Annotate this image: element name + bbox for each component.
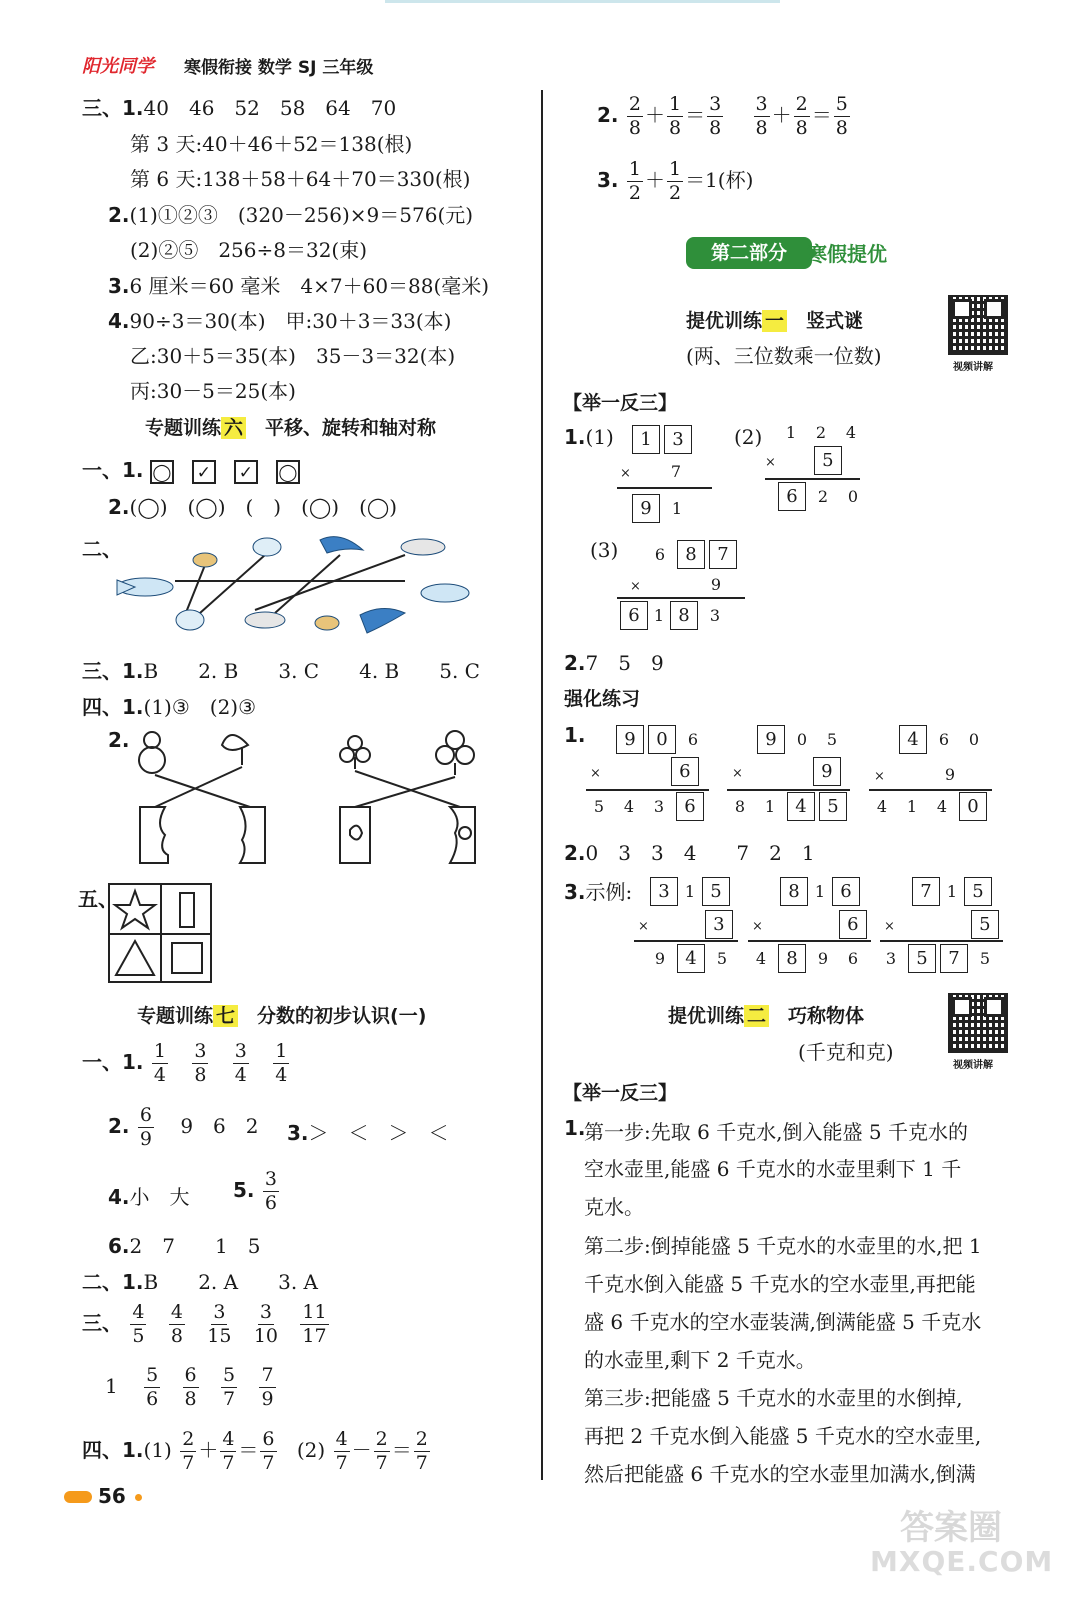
- watermark-text: 答案圈: [900, 1508, 1002, 1548]
- vertical-mult-1: 1 3: [630, 425, 694, 454]
- qh2-answer: 2.0 3 3 4 7 2 1: [564, 841, 815, 865]
- mult-result: 8 1 4 5: [725, 792, 849, 821]
- mult-row: × 9: [874, 765, 955, 784]
- answer-box: ◯: [150, 460, 174, 484]
- answer-line: 丙:30－5＝25(本): [130, 379, 296, 403]
- w-line: 然后把能盛 6 千克水的空水壶里加满水,倒满: [584, 1462, 976, 1486]
- w-line: 盛 6 千克水的空水壶装满,倒满能盛 5 千克水: [584, 1310, 982, 1334]
- w-line: 再把 2 千克水倒入能盛 5 千克水的空水壶里,: [584, 1424, 982, 1448]
- mult-row: × 6: [752, 910, 869, 939]
- mult-result: 3 5 7 5: [876, 944, 1000, 973]
- vertical-mult-qh3a: 3 1 5: [648, 877, 732, 906]
- mult-row: × 5: [765, 446, 844, 475]
- t7-q2: 2. $\frac{6}{9}$ 9 6 2: [108, 1104, 259, 1150]
- mult-rule: [765, 478, 860, 480]
- t6-q1: 一、1. ◯ ✓ ✓ ◯: [82, 454, 318, 484]
- tiyou1-title: 提优训练 一 竖式谜: [686, 310, 864, 332]
- qr-caption: 视频讲解: [953, 362, 993, 373]
- right-q2: 2. $\frac{2}{8}$ ＋ $\frac{1}{8}$ ＝ $\frac{3}{8}$ $\frac{3}{8}$ ＋ $\frac{2}{8}$ ＝ $\frac{5}{8}$: [597, 93, 848, 139]
- mult-rule: [617, 487, 712, 489]
- page-header-title: 寒假衔接 数学 SJ 三年级: [184, 58, 374, 78]
- qr-code[interactable]: [948, 993, 1008, 1053]
- t7-part3-row2: 1 $\frac{5}{6}$ $\frac{6}{8}$ $\frac{5}{7}$ $\frac{7}{9}$: [105, 1364, 274, 1410]
- t6-q3: 三、1.B 2. B 3. C 4. B 5. C: [82, 659, 480, 683]
- mult-result: 4 8 9 6: [746, 944, 868, 973]
- mult-row: × 5: [884, 910, 1001, 939]
- mult-rule: [880, 940, 1003, 942]
- topic-7-title: 专题训练 七 分数的初步认识(一): [137, 1005, 427, 1027]
- t6-q2-label: 二、: [82, 537, 122, 561]
- answer-line: 乙:30＋5＝35(本) 35－3＝32(本): [130, 344, 456, 368]
- q1-p2-label: (2): [734, 425, 763, 449]
- mult-row: × 7: [620, 462, 681, 481]
- part2-title: 寒假提优: [807, 242, 887, 266]
- vertical-mult-qh1c: 4 6 0: [897, 725, 989, 754]
- t7-q6: 6.2 7 1 5: [108, 1234, 261, 1258]
- topic-6-title: 专题训练 六 平移、旋转和轴对称: [145, 417, 437, 439]
- answer-box: ◯: [276, 460, 300, 484]
- mult-rule: [869, 789, 992, 791]
- mult-rule: [617, 597, 745, 599]
- section-qhlx: 强化练习: [564, 688, 641, 710]
- t6-q5-label: 五、: [78, 887, 118, 911]
- section-jyfs-2: 【举一反三】: [563, 1082, 678, 1104]
- answer-box: ✓: [192, 460, 216, 484]
- vertical-mult-qh1b: 9 0 5: [755, 725, 847, 754]
- answer-line: 第 3 天:40＋46＋52＝138(根): [130, 132, 413, 156]
- answer-3-4: 4.90÷3＝30(本) 甲:30＋3＝33(本): [108, 309, 452, 333]
- brand-logo: 阳光同学: [82, 56, 154, 77]
- page-number: 56: [98, 1484, 126, 1508]
- mult-result: 9 1: [630, 494, 692, 523]
- page-number-bar: [64, 1491, 92, 1503]
- t7-part2: 二、1.B 2. A 3. A: [82, 1270, 318, 1294]
- w-line: 第三步:把能盛 5 千克水的水壶里的水倒掉,: [584, 1386, 963, 1410]
- t7-q4: 4.小 大: [108, 1185, 190, 1209]
- q2-answer: 2.7 5 9: [564, 651, 664, 675]
- vertical-mult-qh3c: 7 1 5: [910, 877, 994, 906]
- q1-p3-label: (3): [590, 538, 619, 562]
- t7-part4: 四、1.(1) $\frac{2}{7}$ ＋ $\frac{4}{7}$ ＝ $\frac{6}{7}$ (2) $\frac{4}{7}$ － $\frac{2}{7}$ ＝ $\frac{2}{7}$: [82, 1428, 428, 1474]
- answer-line: (2)②⑤ 256÷8＝32(束): [130, 238, 368, 262]
- right-q3: 3. $\frac{1}{2}$ ＋ $\frac{1}{2}$ ＝1(杯): [597, 158, 754, 204]
- qr-code[interactable]: [948, 295, 1008, 355]
- mult-rule: [727, 789, 850, 791]
- mult-result: 5 4 3 6: [584, 792, 706, 821]
- mult-row: × 3: [638, 910, 735, 939]
- bird-matching-illustration: [105, 525, 475, 645]
- shape-grid-drawings: [110, 885, 210, 981]
- mult-result: 6 1 8 3: [618, 601, 730, 630]
- t6-q1-2: 2.(◯) (◯) ( ) (◯) (◯): [108, 495, 398, 519]
- mult-result: 9 4 5: [645, 944, 737, 973]
- mult-result: 6 2 0: [776, 482, 868, 511]
- mult-rule: [748, 940, 871, 942]
- section-jyfs: 【举一反三】: [563, 392, 678, 414]
- tiyou2-subtitle: (千克和克): [798, 1040, 894, 1064]
- w-line: 千克水倒入能盛 5 千克水的空水壶里,再把能: [584, 1272, 976, 1296]
- page-number-dot: [135, 1494, 142, 1501]
- w-line: 的水壶里,剩下 2 千克水。: [584, 1348, 816, 1372]
- column-divider: [541, 90, 543, 1480]
- vertical-mult-3: 6 8 7: [645, 540, 739, 569]
- mult-row: × 9: [630, 575, 721, 594]
- t7-q1: 一、1. $\frac{1}{4}$ $\frac{3}{8}$ $\frac{3}{4}$ $\frac{1}{4}$: [82, 1040, 288, 1086]
- w-line: 克水。: [584, 1195, 644, 1219]
- part2-badge: 第二部分: [686, 237, 812, 269]
- top-accent-line: [385, 0, 780, 3]
- vertical-mult-qh3b: 8 1 6: [778, 877, 862, 906]
- t7-part3-row1: 三、 $\frac{4}{5}$ $\frac{4}{8}$ $\frac{3}{15}$ $\frac{3}{10}$ $\frac{11}{17}$: [82, 1301, 327, 1347]
- mult-row: × 9: [732, 757, 843, 786]
- qh1-label: 1.: [564, 723, 586, 747]
- shape-grid: [108, 883, 212, 983]
- mult-rule: [634, 940, 738, 942]
- w-line: 第一步:先取 6 千克水,倒入能盛 5 千克水的: [584, 1120, 968, 1144]
- t7-q5: 5. $\frac{3}{6}$: [233, 1168, 277, 1214]
- answer-3-3: 3.6 厘米＝60 毫米 4×7＋60＝88(毫米): [108, 274, 490, 298]
- w-line: 第二步:倒掉能盛 5 千克水的水壶里的水,把 1: [584, 1234, 982, 1258]
- w1-label: 1.: [564, 1116, 586, 1140]
- t7-q3: 3.＞ ＜ ＞ ＜: [287, 1121, 449, 1145]
- answer-box: ✓: [234, 460, 258, 484]
- tiyou1-subtitle: (两、三位数乘一位数): [686, 344, 882, 368]
- watermark-url: MXQE.COM: [870, 1545, 1054, 1578]
- answer-line: 第 6 天:138＋58＋64＋70＝330(根): [130, 167, 471, 191]
- q1-label: 1.(1): [564, 425, 614, 449]
- mult-result: 4 1 4 0: [867, 792, 989, 821]
- symmetry-matching-illustration: [130, 725, 500, 875]
- w-line: 空水壶里,能盛 6 千克水的水壶里剩下 1 千: [584, 1157, 962, 1181]
- t6-q4-2-label: 2.: [108, 728, 130, 752]
- qr-caption: 视频讲解: [953, 1060, 993, 1071]
- qh3-label: 3.示例:: [564, 880, 633, 904]
- vertical-mult-2: 1 2 4: [785, 423, 857, 442]
- mult-rule: [586, 789, 709, 791]
- t6-q4: 四、1.(1)③ (2)③: [82, 695, 257, 719]
- answer-3-1: 三、1.40 46 52 58 64 70: [82, 96, 397, 120]
- tiyou2-title: 提优训练 二 巧称物体: [668, 1005, 865, 1027]
- mult-row: × 6: [590, 757, 701, 786]
- answer-3-2: 2.(1)①②③ (320－256)×9＝576(元): [108, 203, 474, 227]
- vertical-mult-qh1a: 9 0 6: [614, 725, 708, 754]
